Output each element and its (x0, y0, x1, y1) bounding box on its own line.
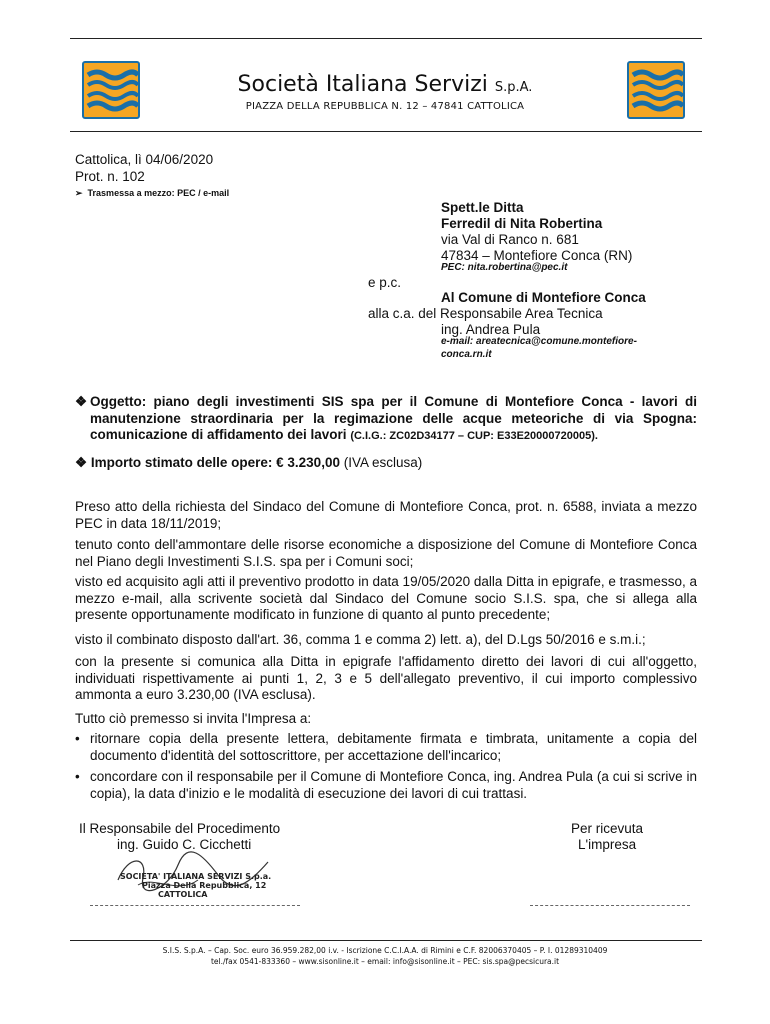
paragraph-3: visto ed acquisito agli atti il preventivo prodotto in data 19/05/2020 dalla Ditta in epigrafe, e trasmesso, a mezzo e-mail, alla scrivente società dal Sindaco del Comune socio S.I.S. spa, che si allega alla presente opportunamente modificato in funzione di quanto al punto precedente; (75, 574, 697, 622)
signer-name: ing. Guido C. Cicchetti (117, 837, 252, 852)
bullet-2-text: concordare con il responsabile per il Comune di Montefiore Conca, ing. Andrea Pula (a cui si scrive in copia), la data d'inizio e le modalità di esecuzione dei lavori di cui trattasi. (90, 769, 697, 801)
amount-block (75, 455, 422, 472)
company-name (0, 72, 770, 101)
protocol-number: Prot. n. 102 (75, 169, 145, 184)
transmission-method (75, 188, 229, 199)
subject-codes: (C.I.G.: ZC02D34177 – CUP: E33E20000720005). (350, 430, 598, 442)
transmission-text: Trasmessa a mezzo: PEC / e-mail (87, 188, 230, 198)
subject-line2: manutenzione straordinaria per la regimazione delle acque meteoriche di via Spogna: (90, 410, 697, 426)
cc-line3: ing. Andrea Pula (441, 322, 541, 337)
subject-line3: comunicazione di affidamento dei lavori (90, 427, 347, 442)
recipient-company: Ferredil di Nita Robertina (441, 216, 603, 231)
cc-line1: Al Comune di Montefiore Conca (441, 290, 646, 305)
paragraph-6: Tutto ciò premesso si invita l'Impresa a: (75, 711, 312, 726)
recipient-line1: Spett.le Ditta (441, 200, 524, 215)
amount-rest: (IVA esclusa) (343, 455, 423, 470)
bullet-dot-icon: • (75, 731, 80, 746)
company-address: PIAZZA DELLA REPUBBLICA N. 12 – 47841 CATTOLICA (245, 101, 525, 112)
header-top-rule (70, 38, 702, 39)
stamp-line3: CATTOLICA (158, 890, 208, 899)
company-name-text: Società Italiana Servizi (237, 72, 488, 97)
recipient-street: via Val di Ranco n. 681 (441, 232, 579, 247)
diamond-bullet-icon: ❖ (75, 455, 88, 470)
paragraph-1: Preso atto della richiesta del Sindaco del Comune di Montefiore Conca, prot. n. 6588, inviata a mezzo PEC in data 18/11/2019; (75, 499, 697, 531)
stamp-line2: Piazza Della Repubblica, 12 (142, 881, 267, 890)
cc-line2: alla c.a. del Responsabile Area Tecnica (368, 306, 603, 321)
bullet-dot-icon: • (75, 769, 80, 784)
amount-bold: Importo stimato delle opere: € 3.230,00 (90, 455, 340, 470)
paragraph-2: tenuto conto dell'ammontare delle risorse economiche a disposizione del Comune di Montefiore Conca nel Piano degli Investimenti S.I.S. spa per i Comuni soci; (75, 537, 697, 569)
paragraph-5: con la presente si comunica alla Ditta in epigrafe l'affidamento diretto dei lavori di cui all'oggetto, individuati rispettivamente ai punti 1, 2, 3 e 5 dell'allegato preventivo, il cui importo complessivo ammonta a euro 3.230,00 (IVA esclusa). (75, 654, 697, 702)
right-signature-line (530, 905, 690, 906)
cc-email2: conca.rn.it (441, 349, 492, 360)
list-item (75, 769, 697, 802)
bullet-1-text: ritornare copia della presente lettera, debitamente firmata e timbrata, unitamente a copia del documento d'identità del sottoscrittore, per accettazione dell'incarico; (90, 731, 697, 763)
subject-line1: Oggetto: piano degli investimenti SIS spa per il Comune di Montefiore Conca - lavori di (90, 394, 697, 409)
cc-email1: e-mail: areatecnica@comune.montefiore- (441, 336, 637, 347)
cc-label: e p.c. (368, 275, 402, 290)
list-item (75, 731, 697, 764)
header-bottom-rule (70, 131, 702, 132)
footer-line1: S.I.S. S.p.A. – Cap. Soc. euro 36.959.282,00 i.v. - Iscrizione C.C.I.A.A. di Rimini e C.F. 82006370405 – P. I. 01289310409 (162, 946, 608, 955)
paragraph-4: visto il combinato disposto dall'art. 36, comma 1 e comma 2) lett. a), del D.Lgs 50/2016 e s.m.i.; (75, 632, 646, 647)
recipient-city: 47834 – Montefiore Conca (RN) (441, 248, 633, 263)
footer-rule (70, 940, 702, 941)
arrow-bullet-icon: ➢ (75, 188, 88, 198)
company-stamp (120, 872, 271, 899)
company-suffix: S.p.A. (494, 80, 533, 95)
footer-line2: tel./fax 0541-833360 – www.sisonline.it – email: info@sisonline.it – PEC: sis.spa@pecsicura.it (210, 957, 560, 966)
left-signature-line (90, 905, 300, 906)
place-date: Cattolica, lì 04/06/2020 (75, 152, 214, 167)
subject-block (75, 394, 697, 445)
signer-title: Il Responsabile del Procedimento (79, 821, 281, 836)
diamond-bullet-icon: ❖ (75, 394, 88, 409)
stamp-line1: SOCIETA' ITALIANA SERVIZI S.p.a. (120, 872, 272, 881)
receipt-title: Per ricevuta (571, 821, 644, 836)
recipient-pec: PEC: nita.robertina@pec.it (441, 262, 568, 273)
receipt-company: L'impresa (578, 837, 637, 852)
